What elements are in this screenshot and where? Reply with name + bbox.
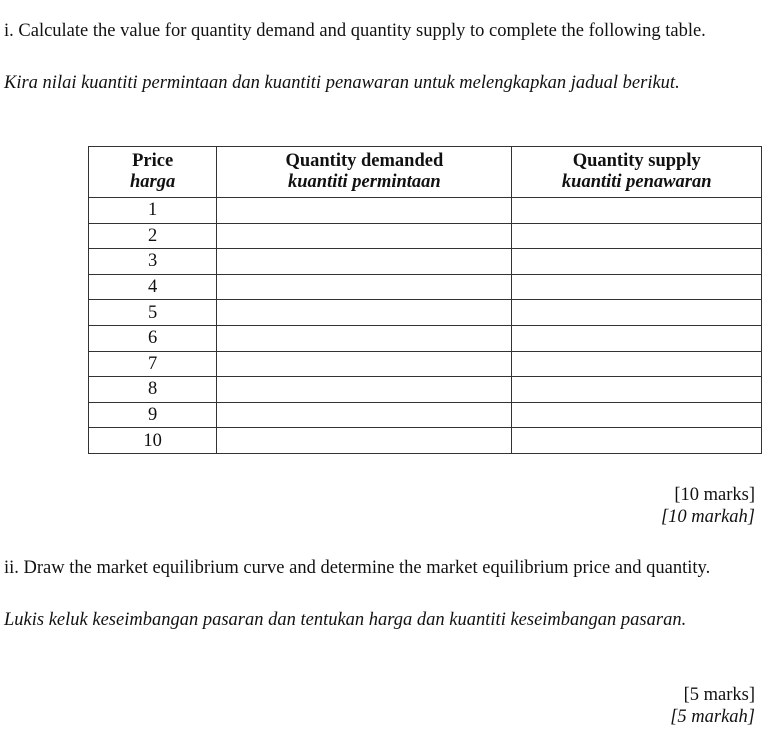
quantity-demanded-cell[interactable] — [217, 249, 512, 275]
price-cell: 5 — [89, 300, 217, 326]
price-cell: 9 — [89, 402, 217, 428]
quantity-supply-cell[interactable] — [512, 377, 762, 403]
table-header-row — [89, 147, 762, 198]
quantity-demanded-cell[interactable] — [217, 428, 512, 454]
quantity-demanded-cell[interactable] — [217, 274, 512, 300]
quantity-demanded-cell[interactable] — [217, 223, 512, 249]
table-row — [89, 223, 762, 249]
table-row — [89, 274, 762, 300]
header-quantity-demanded — [217, 147, 512, 198]
marks-2-label: [5 marks] — [683, 685, 755, 705]
header-quantity-demanded-label: Quantity demanded — [285, 151, 444, 171]
table-row — [89, 325, 762, 351]
quantity-demanded-cell[interactable] — [217, 377, 512, 403]
table-row — [89, 402, 762, 428]
header-quantity-supply-label-malay: kuantiti penawaran — [561, 172, 712, 192]
marks-1-label-malay: [10 markah] — [660, 507, 755, 527]
price-cell: 4 — [89, 274, 217, 300]
marks-1-label: [10 marks] — [674, 485, 755, 505]
table-row — [89, 198, 762, 224]
price-cell: 2 — [89, 223, 217, 249]
table-body — [89, 198, 762, 454]
marks-1 — [661, 484, 755, 528]
header-quantity-supply — [512, 147, 762, 198]
quantity-supply-cell[interactable] — [512, 351, 762, 377]
quantity-supply-cell[interactable] — [512, 325, 762, 351]
quantity-supply-cell[interactable] — [512, 300, 762, 326]
quantity-demanded-cell[interactable] — [217, 198, 512, 224]
demand-supply-table — [88, 146, 762, 454]
header-price — [89, 147, 217, 198]
header-quantity-demanded-label-malay: kuantiti permintaan — [288, 172, 441, 192]
table-row — [89, 249, 762, 275]
price-cell: 7 — [89, 351, 217, 377]
quantity-demanded-cell[interactable] — [217, 300, 512, 326]
price-cell: 3 — [89, 249, 217, 275]
question-2-text: ii. Draw the market equilibrium curve and determine the market equilibrium price and quantity. — [4, 558, 711, 578]
price-cell: 6 — [89, 325, 217, 351]
quantity-supply-cell[interactable] — [512, 402, 762, 428]
table-row — [89, 351, 762, 377]
price-cell: 1 — [89, 198, 217, 224]
header-price-label-malay: harga — [130, 172, 176, 192]
price-cell: 10 — [89, 428, 217, 454]
table-row — [89, 300, 762, 326]
quantity-demanded-cell[interactable] — [217, 351, 512, 377]
quantity-supply-cell[interactable] — [512, 249, 762, 275]
quantity-demanded-cell[interactable] — [217, 325, 512, 351]
table-row — [89, 377, 762, 403]
header-price-label: Price — [132, 151, 174, 171]
marks-2 — [670, 684, 755, 728]
price-cell: 8 — [89, 377, 217, 403]
quantity-supply-cell[interactable] — [512, 223, 762, 249]
question-1-text: i. Calculate the value for quantity demand and quantity supply to complete the following table. — [4, 21, 706, 41]
marks-2-label-malay: [5 markah] — [670, 707, 755, 727]
quantity-supply-cell[interactable] — [512, 198, 762, 224]
question-2-text-malay: Lukis keluk keseimbangan pasaran dan tentukan harga dan kuantiti keseimbangan pasaran. — [4, 610, 687, 630]
question-1-text-malay: Kira nilai kuantiti permintaan dan kuantiti penawaran untuk melengkapkan jadual berikut. — [4, 73, 680, 93]
table-row — [89, 428, 762, 454]
quantity-supply-cell[interactable] — [512, 274, 762, 300]
header-quantity-supply-label: Quantity supply — [572, 151, 701, 171]
quantity-demanded-cell[interactable] — [217, 402, 512, 428]
quantity-supply-cell[interactable] — [512, 428, 762, 454]
